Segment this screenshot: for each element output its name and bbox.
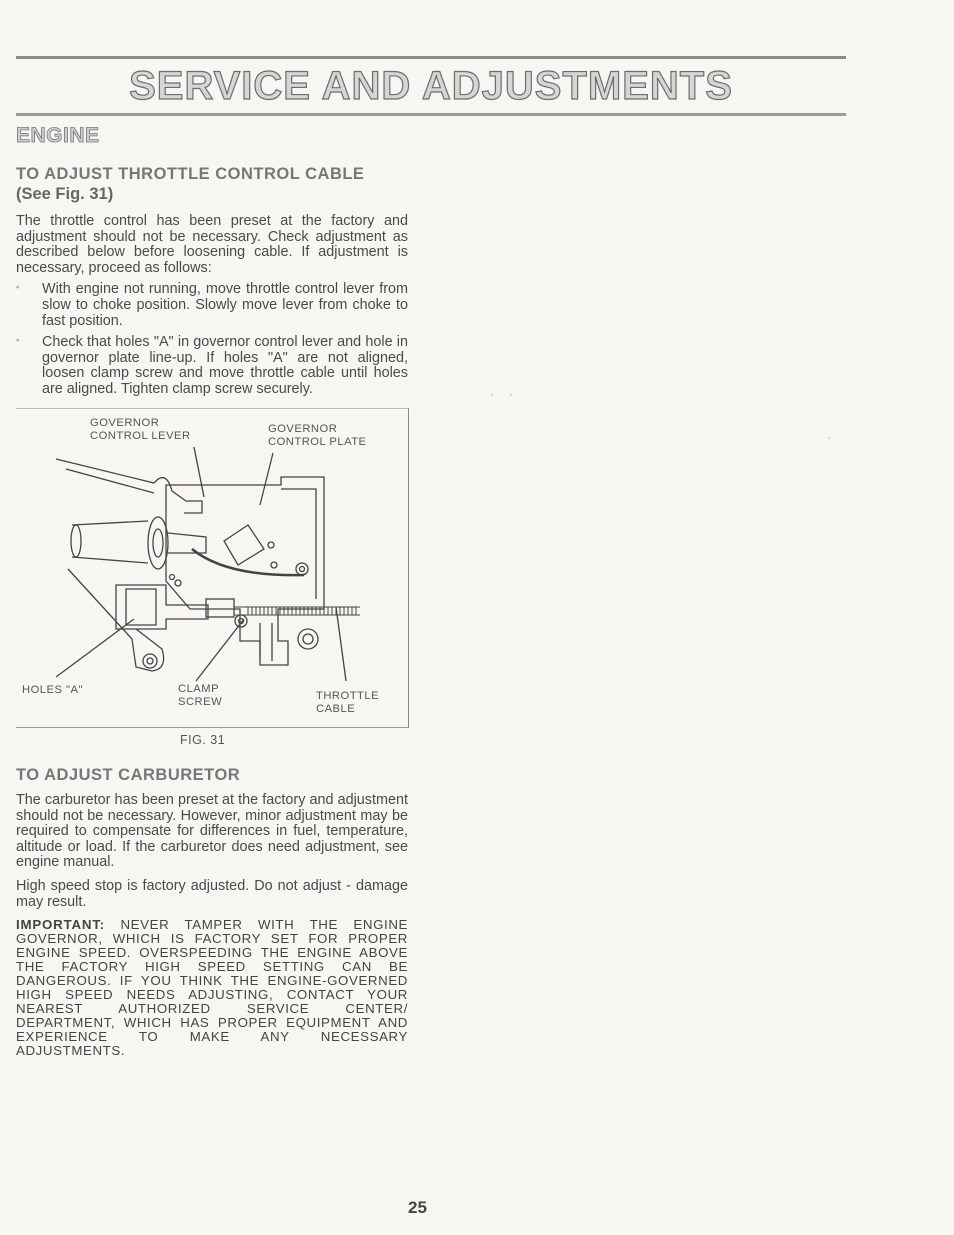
throttle-bullet-1	[16, 282, 408, 329]
important-notice	[16, 918, 408, 1058]
page-number: 25	[408, 1198, 427, 1217]
section-title: ENGINE	[16, 124, 100, 147]
carburetor-paragraph-2: High speed stop is factory adjusted. Do not adjust - damage may result.	[16, 877, 408, 910]
scan-speck	[510, 394, 512, 396]
throttle-heading: TO ADJUST THROTTLE CONTROL CABLE	[16, 165, 365, 183]
throttle-bullet-2	[16, 335, 408, 397]
throttle-subheading: (See Fig. 31)	[16, 185, 114, 203]
governor-assembly-drawing	[16, 409, 408, 727]
carburetor-paragraph-1: The carburetor has been preset at the factory and adjustment should not be necessary. However, minor adjustment may be required to compensate for differences in fuel, temperature, altitude or load. If the carburetor does need adjustment, see engine manual.	[16, 792, 408, 871]
figure-caption: FIG. 31	[180, 733, 226, 747]
throttle-intro: The throttle control has been preset at the factory and adjustment should not be necessary. Check adjustment as described below before loosening cable. If adjustment is necessary, proceed as follows:	[16, 213, 408, 276]
carburetor-heading: TO ADJUST CARBURETOR	[16, 766, 241, 784]
label-clamp-screw: CLAMP SCREW	[178, 683, 223, 708]
carburetor-section	[16, 765, 408, 1058]
bullet-icon: ▪	[16, 335, 20, 346]
header-rule-bottom	[16, 113, 846, 116]
important-text: NEVER TAMPER WITH THE ENGINE GOVERNOR, WHICH IS FACTORY SET FOR PROPER ENGINE SPEED. OVERSPEEDING THE ENGINE ABOVE THE FACTORY HIGH SPEED SETTING CAN BE DANGEROUS. IF YOU THINK THE ENGINE-GOVERNED HIGH SPEED NEEDS ADJUSTING, CONTACT YOUR NEAREST AUTHORIZED SERVICE CENTER/ DEPARTMENT, WHICH HAS PROPER EQUIPMENT AND EXPERIENCE TO MAKE ANY NECESSARY ADJUSTMENTS.	[16, 917, 409, 1059]
scan-speck	[491, 394, 493, 396]
throttle-bullet-text: With engine not running, move throttle control lever from slow to choke position. Slowly move lever from choke to fast position.	[42, 281, 408, 329]
scan-speck	[828, 437, 830, 439]
throttle-section	[16, 164, 408, 398]
label-governor-control-lever: GOVERNOR CONTROL LEVER	[90, 417, 191, 442]
throttle-bullet-text: Check that holes "A" in governor control lever and hole in governor plate line-up. If holes "A" are not aligned, loosen clamp screw and move throttle cable until holes are aligned. Tighten clamp screw securely.	[42, 334, 408, 397]
figure-31	[16, 408, 409, 728]
important-label: IMPORTANT:	[16, 917, 106, 933]
label-holes-a: HOLES "A"	[22, 684, 83, 696]
page-title: SERVICE AND ADJUSTMENTS	[129, 64, 733, 108]
label-throttle-cable: THROTTLE CABLE	[316, 690, 380, 715]
bullet-icon: ▪	[16, 282, 20, 293]
label-governor-control-plate: GOVERNOR CONTROL PLATE	[268, 423, 367, 448]
header-rule-top	[16, 56, 846, 59]
